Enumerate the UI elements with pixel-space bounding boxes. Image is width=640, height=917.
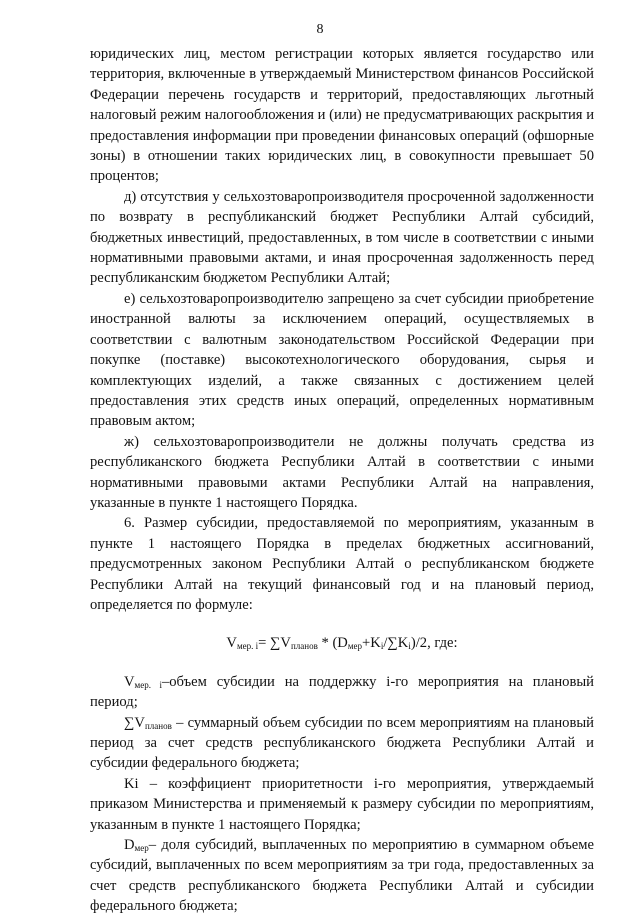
paragraph-zh: ж) сельхозтоваропроизводители не должны получать средства из республиканского бюджета Республики Алтай в соответствии с иными нормативными правовыми актами Республики Алтай на направления, указанные в пункте 1 настоящего Порядка. (90, 433, 594, 511)
formula-eq: = ∑V (258, 635, 291, 652)
formula-v: V (226, 635, 237, 652)
formula-tail: )/2, где: (410, 635, 458, 652)
definition-v-mer (90, 672, 594, 713)
def1-text: –объем субсидии на поддержку i-го мероприятия на плановый период; (90, 673, 594, 711)
def2-symbol: ∑V (124, 714, 145, 731)
formula-k2-sub: i (408, 641, 411, 652)
def2-text: – суммарный объем субсидии по всем мероприятиям на плановый период за счет средств республиканского бюджета Республики Алтай и субсидии федерального бюджета; (90, 714, 594, 772)
formula-plus: +K (362, 635, 381, 652)
formula-k-sub: i (380, 641, 384, 652)
def4-sub: мер (134, 843, 149, 854)
def4-text: – доля субсидий, выплаченных по мероприятию в суммарном объеме субсидий, выплаченных по всем мероприятиям за три года, предоставленных за счет средств республиканского бюджета Республики Алтай и субсидии федерального бюджета; (90, 837, 594, 915)
subsidy-formula (90, 633, 594, 653)
paragraph-e: е) сельхозтоваропроизводителю запрещено за счет субсидии приобретение иностранной валюты за исключением операций, осуществляемых в соответствии с валютным законодательством Российской Федерации при покупке (поставке) высокотехнологического оборудования, сырья и комплектующих изделий, а также связанных с достижением целей предоставления этих средств иных операций, определенных нормативным правовым актом; (90, 290, 594, 430)
formula-v-sub: мер. i (236, 641, 259, 652)
definition-ki: Ki – коэффициент приоритетности i-го мероприятия, утверждаемый приказом Министерства и применяемый к размеру субсидии по мероприятиям, указанным в пункте 1 настоящего Порядка; (90, 775, 594, 833)
paragraph-d: д) отсутствия у сельхозтоваропроизводителя просроченной задолженности по возврату в республиканский бюджет Республики Алтай субсидий, бюджетных инвестиций, предоставленных, в том числе в соответствии с иными нормативными правовыми актами, и иная просроченная задолженность перед республиканским бюджетом Республики Алтай; (90, 188, 594, 287)
formula-plan-sub: планов (290, 641, 318, 652)
formula-d-sub: мер (347, 641, 363, 652)
definition-d-mer (90, 835, 594, 917)
definition-sum-v-plan (90, 713, 594, 774)
paragraph-6: 6. Размер субсидии, предоставляемой по мероприятиям, указанным в пункте 1 настоящего Порядка в пределах бюджетных ассигнований, предусмотренных законом Республики Алтай о республиканском бюджете Республики Алтай на текущий финансовый год и на плановый период, определяется по формуле: (90, 515, 594, 613)
document-body (90, 44, 594, 917)
def1-symbol: V (124, 673, 135, 690)
formula-div: /∑K (383, 635, 409, 652)
formula-mid: * (D (317, 635, 348, 652)
def1-sub: мер. i (134, 679, 162, 690)
def4-symbol: D (124, 837, 135, 854)
paragraph-offshore-continuation: юридических лиц, местом регистрации которых является государство или территория, включенные в утверждаемый Министерством финансов Российской Федерации перечень государств и территорий, предоставляющих льготный налоговый режим налогообложения и (или) не предусматривающих раскрытия и предоставления информации при проведении финансовых операций (офшорные зоны) в отношении таких юридических лиц, в совокупности превышает 50 процентов; (90, 46, 594, 185)
def2-sub: планов (144, 720, 172, 731)
page-number: 8 (316, 22, 324, 37)
